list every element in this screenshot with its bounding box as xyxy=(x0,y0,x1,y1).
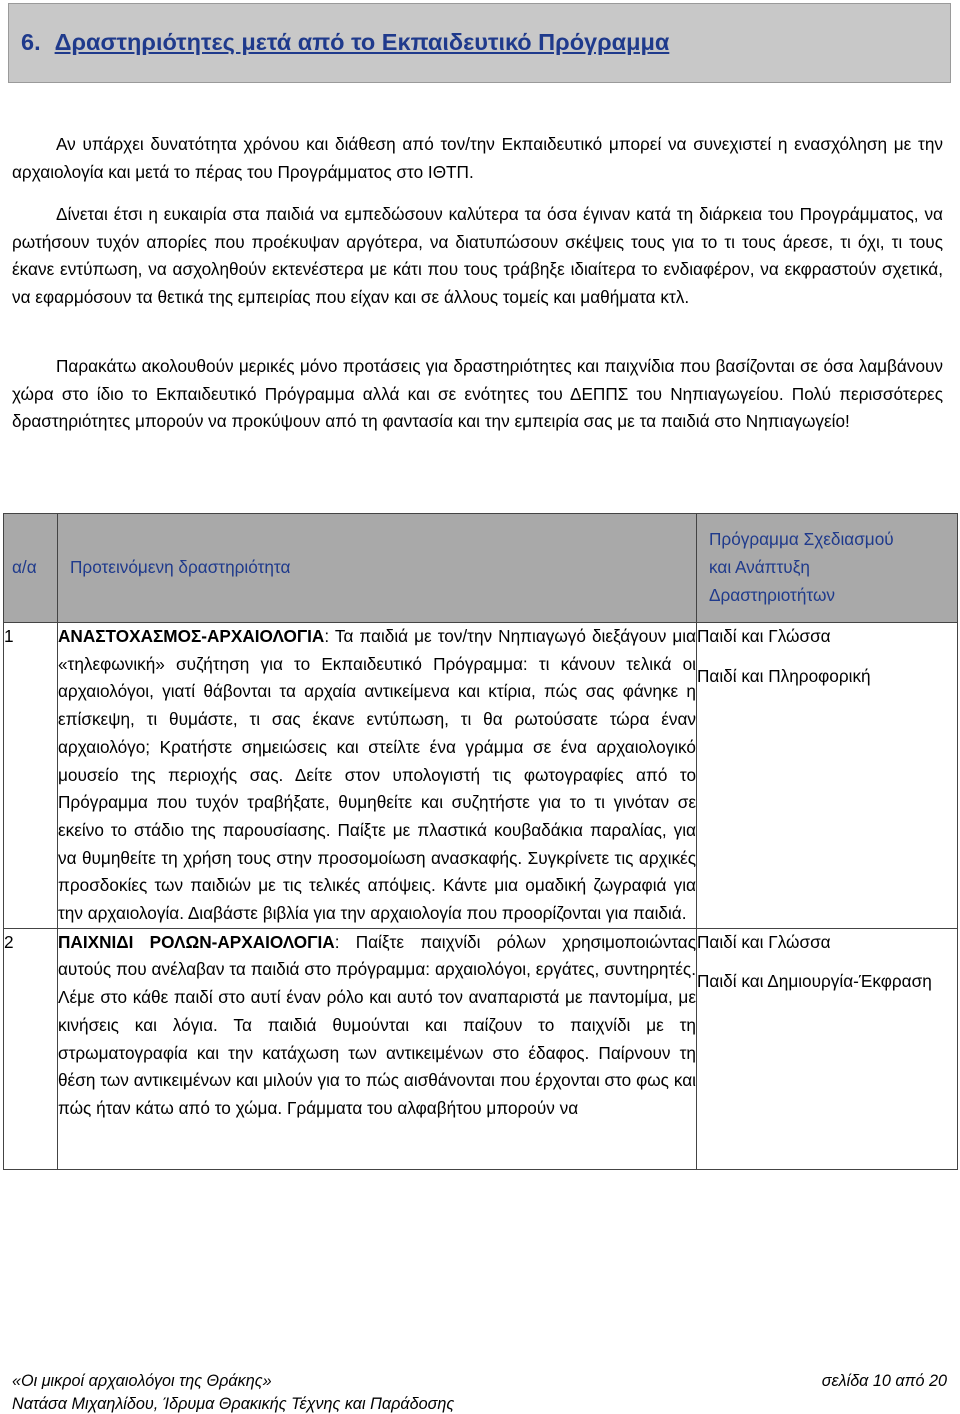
header-number: α/α xyxy=(4,514,58,623)
activities-table xyxy=(3,513,958,1170)
program-area: Παιδί και Πληροφορική xyxy=(697,665,871,686)
footer-line-1 xyxy=(12,1372,947,1391)
table-row xyxy=(4,623,958,929)
section-number: 6. xyxy=(21,29,41,55)
intro-paragraph-2: Δίνεται έτσι η ευκαιρία στα παιδιά να εμπεδώσουν καλύτερα τα όσα έγιναν κατά τη διάρκεια του Προγράμματος, να ρωτήσουν τυχόν απορίες που προέκυψαν αργότερα, να διατυπώσουν σκέψεις τους για το τι τους άρεσε, τι όχι, τι τους έκανε εντύπωση, να ασχοληθούν εκτενέστερα με κάτι που τους τράβηξε ιδιαίτερα το ενδιαφέρον, να εκφραστούν σχετικά, να εφαρμόσουν τα θετικά της εμπειρίας που είχαν και σε άλλους τομείς και μαθήματα κτλ. xyxy=(12,204,943,307)
page-number: σελίδα 10 από 20 xyxy=(821,1372,947,1390)
header-activity: Προτεινόμενη δραστηριότητα xyxy=(58,514,697,623)
activity-text: : Παίξτε παιχνίδι ρόλων χρησιμοποιώντας αυτούς που ανέλαβαν τα παιδιά στο πρόγραμμα: αρχαιολόγοι, εργάτες, συντηρητές. Λέμε στο κάθε παιδί στο αυτί έναν ρόλο και αυτό τον αναπαριστά με παντομίμα, με κινήσεις και λόγια. Τα παιδιά θυμούνται και παίζουν το παιχνίδι με τη στρωματογραφία και την κατάχωση των αντικειμένων στο έδαφος. Παίρνουν τη θέση των αντικειμένων και μιλούν για το πώς αισθάνονται που έρχονται στο φως και πώς ήταν κάτω από το χώμα. Γράμματα του αλφαβήτου μπορούν να xyxy=(58,931,696,1118)
program-area: Παιδί και Γλώσσα xyxy=(697,931,831,952)
activity-title: ΑΝΑΣΤΟΧΑΣΜΟΣ-ΑΡΧΑΙΟΛΟΓΙΑ xyxy=(58,626,325,646)
header-program: Πρόγραμμα Σχεδιασμού και Ανάπτυξη Δραστηριοτήτων xyxy=(697,514,958,623)
activity-title: ΠΑΙΧΝΙΔΙ ΡΟΛΩΝ-ΑΡΧΑΙΟΛΟΓΙΑ xyxy=(58,931,335,952)
program-area: Παιδί και Γλώσσα xyxy=(697,626,831,646)
program-areas xyxy=(697,928,958,1169)
section-title: Δραστηριότητες μετά από το Εκπαιδευτικό Πρόγραμμα xyxy=(54,29,670,55)
footer-title: «Οι μικροί αρχαιολόγοι της Θράκης» xyxy=(12,1372,272,1390)
footer-line-2: Νατάσα Μιχαηλίδου, Ίδρυμα Θρακικής Τέχνης και Παράδοσης xyxy=(12,1395,455,1413)
activity-text: : Τα παιδιά με τον/την Νηπιαγωγό διεξάγουν μια «τηλεφωνική» συζήτηση για το Εκπαιδευτικό Πρόγραμμα: τι κάνουν τελικά οι αρχαιολόγοι, γιατί θάβονται τα αρχαία αντικείμενα και κτίρια, πώς σας φάνηκε η επίσκεψη, τι θυμάστε, τι σας έκανε εντύπωση, τι θα ρωτούσατε τώρα έναν αρχαιολόγο; Κρατήστε σημειώσεις και στείλτε ένα γράμμα σε ένα αρχαιολογικό μουσείο της περιοχής σας. Δείτε στον υπολογιστή τις φωτογραφίες από το Πρόγραμμα που τυχόν τραβήξατε, θυμηθείτε και συζητήστε για το τι γινόταν σε εκείνο το στάδιο της παρουσίασης. Παίξτε με πλαστικά κουβαδάκια παραλίας, για να θυμηθείτε τη χρήση τους στην προσομοίωση ανασκαφής. Συγκρίνετε τις αρχικές προσδοκίες των παιδιών με τις τελικές απόψεις. Κάντε μια ομαδική ζωγραφιά για την αρχαιολογία. Διαβάστε βιβλία για την αρχαιολογία που προορίζονται για παιδιά. xyxy=(58,626,696,924)
row-number: 1 xyxy=(4,623,58,929)
program-areas xyxy=(697,623,958,929)
section-heading xyxy=(8,3,951,83)
row-number: 2 xyxy=(4,928,58,1169)
activity-description xyxy=(58,928,697,1169)
table-row xyxy=(4,928,958,1169)
table-header-row xyxy=(4,514,958,623)
program-area: Παιδί και Δημιουργία-Έκφραση xyxy=(697,971,932,992)
intro-paragraph-1: Αν υπάρχει δυνατότητα χρόνου και διάθεση από τον/την Εκπαιδευτικό μπορεί να συνεχιστεί η ενασχόληση με την αρχαιολογία και μετά το πέρας του Προγράμματος στο ΙΘΤΠ. xyxy=(12,134,943,182)
intro-paragraph-3: Παρακάτω ακολουθούν μερικές μόνο προτάσεις για δραστηριότητες και παιχνίδια που βασίζονται σε όσα λαμβάνουν χώρα στο ίδιο το Εκπαιδευτικό Πρόγραμμα αλλά και σε ενότητες του ΔΕΠΠΣ του Νηπιαγωγείου. Πολύ περισσότερες δραστηριότητες μπορούν να προκύψουν από τη φαντασία και την εμπειρία σας με τα παιδιά στο Νηπιαγωγείο! xyxy=(12,356,943,432)
activity-description xyxy=(58,623,697,929)
